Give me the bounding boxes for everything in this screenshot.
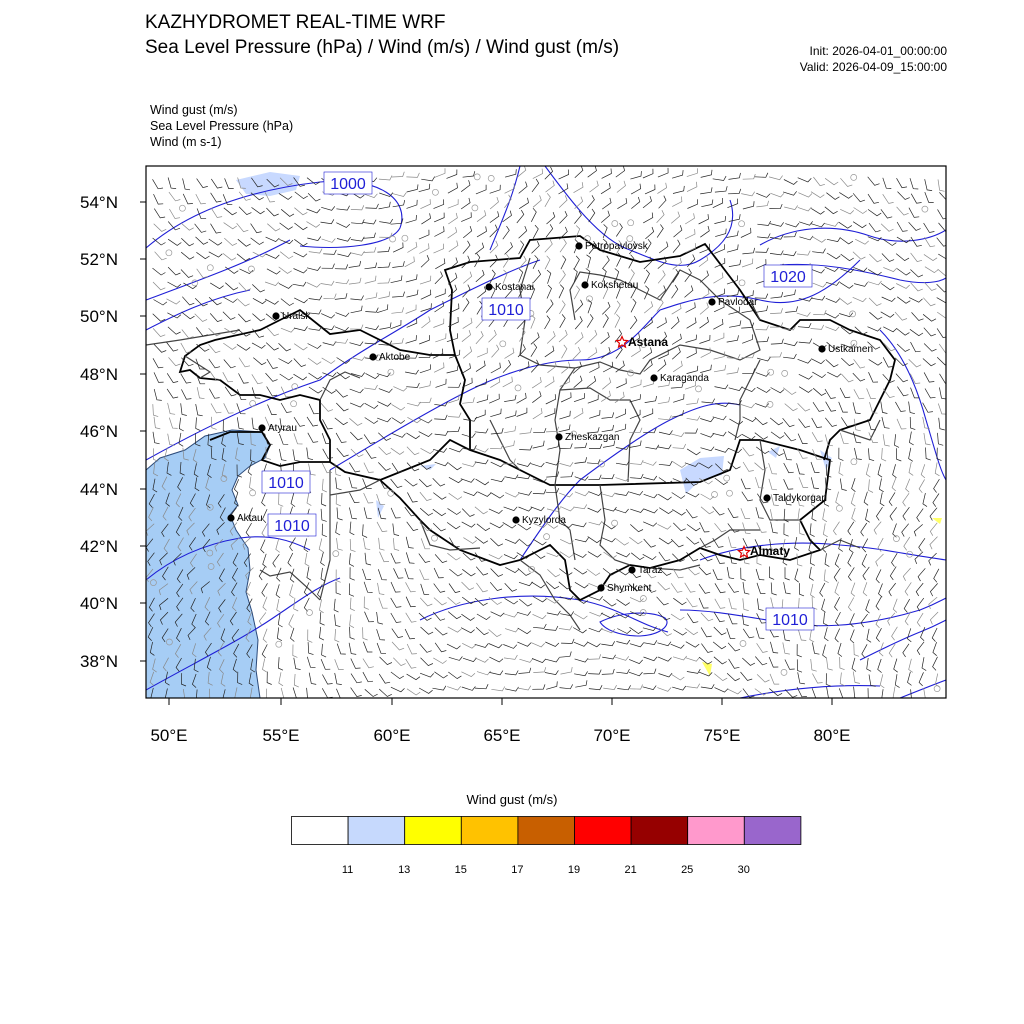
colorbar-swatch xyxy=(518,817,575,845)
svg-text:Aktobe: Aktobe xyxy=(379,352,411,363)
lon-label-60: 60°E xyxy=(373,726,411,745)
lat-label-40: 40°N xyxy=(80,594,118,613)
svg-text:Shymkent: Shymkent xyxy=(607,583,652,594)
svg-text:1010: 1010 xyxy=(488,302,524,319)
svg-text:Pavlodar: Pavlodar xyxy=(718,297,758,308)
lat-label-52: 52°N xyxy=(80,250,118,269)
city-petropavlovsk xyxy=(575,241,648,252)
city-zheskazgan xyxy=(555,432,619,443)
svg-text:Uralsk: Uralsk xyxy=(282,311,311,322)
isobar-label xyxy=(766,608,814,630)
colorbar-label: 25 xyxy=(681,864,694,876)
colorbar-label: 13 xyxy=(398,864,411,876)
isobar-label xyxy=(262,471,310,493)
lon-label-50: 50°E xyxy=(150,726,188,745)
city-marker-icon xyxy=(818,345,825,352)
svg-text:Petropavlovsk: Petropavlovsk xyxy=(585,241,648,252)
city-marker-icon xyxy=(485,283,492,290)
title-line-2: Sea Level Pressure (hPa) / Wind (m/s) / Wind gust (m/s) xyxy=(145,37,620,58)
svg-text:Kyzylorda: Kyzylorda xyxy=(522,515,566,526)
svg-text:Astana: Astana xyxy=(628,335,669,349)
colorbar-swatch xyxy=(292,817,349,845)
city-marker-icon xyxy=(369,353,376,360)
colorbar-label: 19 xyxy=(567,864,581,876)
svg-text:Kokshetau: Kokshetau xyxy=(591,280,639,291)
lon-label-55: 55°E xyxy=(262,726,300,745)
city-marker-icon xyxy=(650,374,657,381)
lat-label-54: 54°N xyxy=(80,193,118,212)
colorbar-swatch xyxy=(461,817,518,845)
colorbar-label: 15 xyxy=(454,864,467,876)
colorbar-label: 21 xyxy=(624,864,637,876)
isobar-label xyxy=(482,298,530,320)
city-marker-icon xyxy=(763,494,770,501)
city-karaganda xyxy=(650,373,709,384)
city-taldykorgan xyxy=(763,493,827,504)
lat-label-46: 46°N xyxy=(80,422,118,441)
svg-text:Kostanai: Kostanai xyxy=(495,282,534,293)
svg-text:Taldykorgan: Taldykorgan xyxy=(773,493,827,504)
colorbar-swatch xyxy=(348,817,405,845)
isobar-label xyxy=(764,265,812,287)
svg-text:Atyrau: Atyrau xyxy=(268,423,297,434)
city-marker-icon xyxy=(227,514,234,521)
city-marker-icon xyxy=(581,281,588,288)
colorbar-swatch xyxy=(575,817,632,845)
city-marker-icon xyxy=(512,516,519,523)
colorbar-swatch xyxy=(631,817,688,845)
lat-label-48: 48°N xyxy=(80,365,118,384)
city-marker-icon xyxy=(272,312,279,319)
colorbar-swatch xyxy=(688,817,745,845)
colorbar-label: 17 xyxy=(511,864,524,876)
svg-text:1000: 1000 xyxy=(330,176,366,193)
valid-time: Valid: 2026-04-09_15:00:00 xyxy=(799,60,947,74)
svg-text:Almaty: Almaty xyxy=(750,544,791,558)
isobar-label xyxy=(324,172,372,194)
colorbar xyxy=(291,816,803,846)
lon-label-80: 80°E xyxy=(813,726,851,745)
colorbar-title: Wind gust (m/s) xyxy=(466,792,558,807)
colorbar-swatch xyxy=(405,817,462,845)
title-line-1: KAZHYDROMET REAL-TIME WRF xyxy=(145,12,446,33)
lon-label-70: 70°E xyxy=(593,726,631,745)
legend-wind-gust: Wind gust (m/s) xyxy=(150,103,238,117)
lon-label-65: 65°E xyxy=(483,726,521,745)
svg-text:Ustkamen: Ustkamen xyxy=(828,344,874,355)
city-marker-icon xyxy=(708,298,715,305)
city-marker-icon xyxy=(597,584,604,591)
city-marker-icon xyxy=(575,242,582,249)
colorbar-swatch xyxy=(744,817,801,845)
lat-label-42: 42°N xyxy=(80,537,118,556)
city-marker-icon xyxy=(628,566,635,573)
colorbar-label: 30 xyxy=(737,864,750,876)
init-time: Init: 2026-04-01_00:00:00 xyxy=(809,44,947,58)
lat-label-44: 44°N xyxy=(80,480,118,499)
city-marker-icon xyxy=(258,424,265,431)
svg-text:Taraz: Taraz xyxy=(638,565,663,576)
lat-label-38: 38°N xyxy=(80,652,118,671)
map-background xyxy=(146,166,946,698)
svg-text:1010: 1010 xyxy=(268,475,304,492)
lon-label-75: 75°E xyxy=(703,726,741,745)
legend-sea-level-pressure: Sea Level Pressure (hPa) xyxy=(150,119,294,133)
svg-text:1010: 1010 xyxy=(772,612,808,629)
svg-text:Zheskazgan: Zheskazgan xyxy=(565,432,620,443)
svg-text:1010: 1010 xyxy=(274,518,310,535)
city-marker-icon xyxy=(555,433,562,440)
legend-wind: Wind (m s-1) xyxy=(150,135,222,149)
svg-text:1020: 1020 xyxy=(770,269,806,286)
isobar-label xyxy=(268,514,316,536)
colorbar-label: 11 xyxy=(341,864,354,876)
svg-text:Karaganda: Karaganda xyxy=(660,373,709,384)
svg-text:Aktau: Aktau xyxy=(237,513,263,524)
lat-label-50: 50°N xyxy=(80,307,118,326)
